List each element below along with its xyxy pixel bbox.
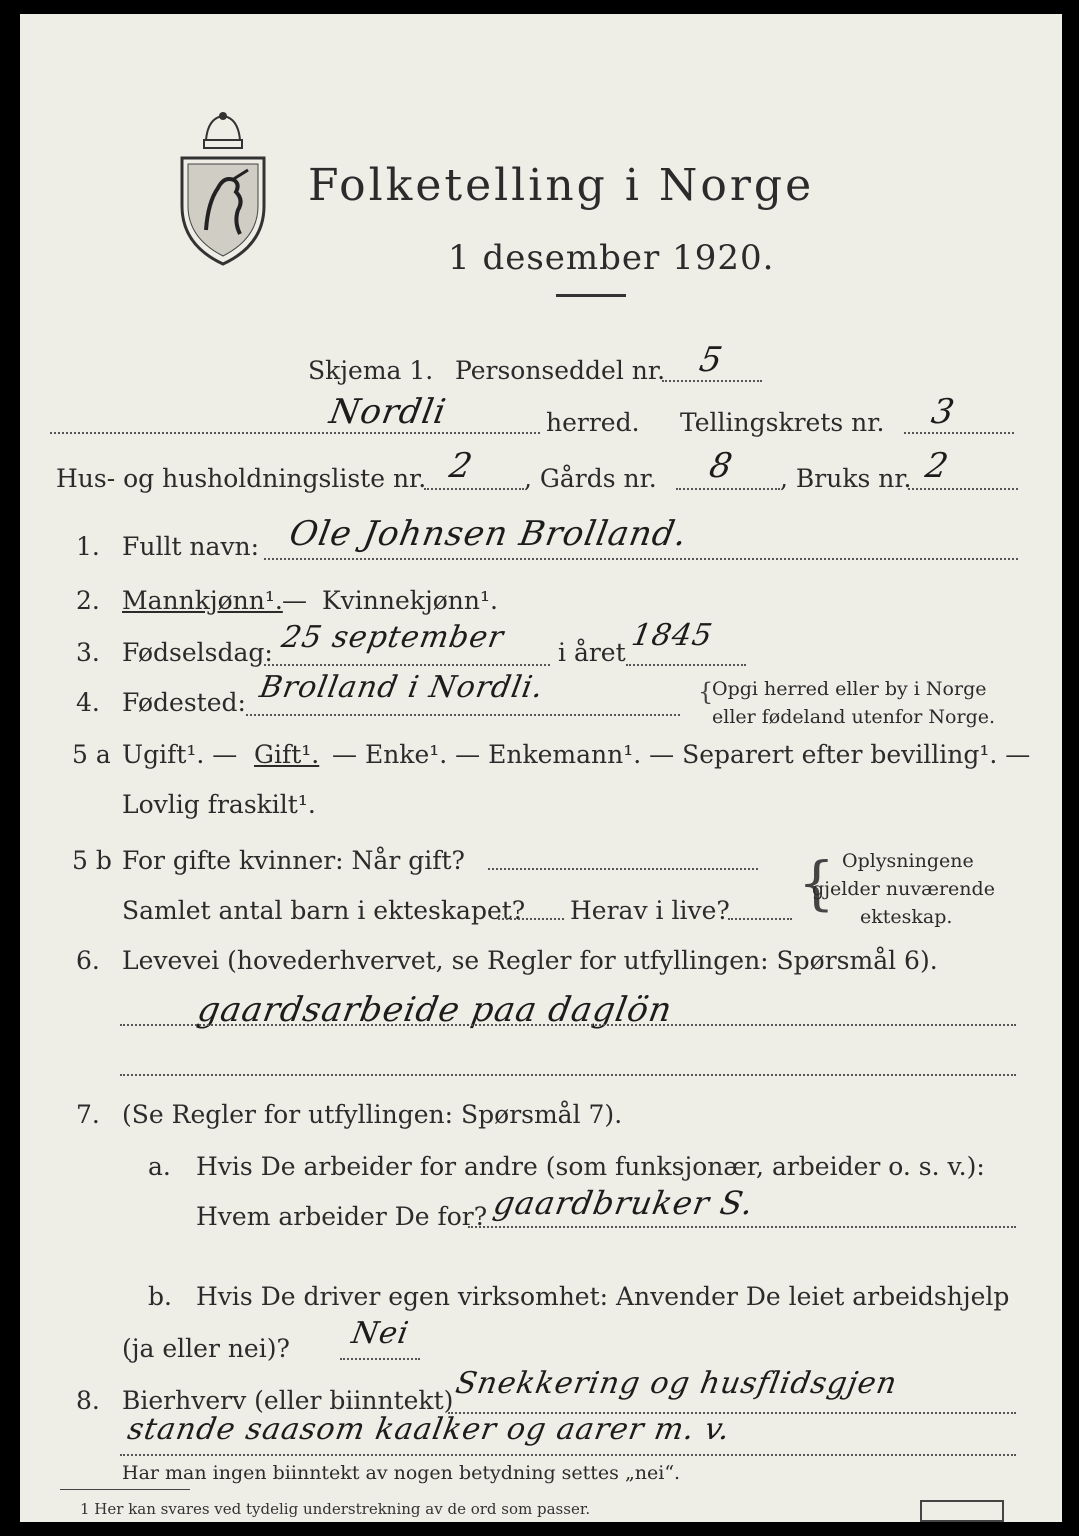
q5b-alive-label: Herav i live? (570, 896, 730, 925)
q3-line (264, 664, 550, 666)
gards-value[interactable]: 8 (706, 446, 737, 486)
skjema-label: Skjema 1. (308, 356, 434, 385)
herred-line (50, 432, 540, 434)
employer-value[interactable]: gaardbruker S. (490, 1184, 757, 1222)
divorced-option[interactable]: Lovlig fraskilt¹. (122, 790, 316, 819)
tellingskrets-line (904, 432, 1014, 434)
q5a-other-options[interactable]: — Enke¹. — Enkemann¹. — Separert efter bevilling¹. — (332, 740, 1031, 769)
q4-brace: { (698, 678, 714, 706)
q2-number: 2. (76, 586, 100, 615)
q7-label: (Se Regler for utfyllingen: Spørsmål 7). (122, 1100, 623, 1129)
hus-line (424, 488, 524, 490)
q7a-line2: Hvem arbeider De for? (196, 1202, 488, 1231)
when-married-field[interactable] (488, 868, 758, 870)
bruks-line (908, 488, 1018, 490)
gards-line (676, 488, 780, 490)
q4-label: Fødested: (122, 688, 246, 717)
tellingskrets-value[interactable]: 3 (928, 392, 959, 432)
q5b-number: 5 b (72, 846, 112, 875)
bruks-value[interactable]: 2 (922, 446, 953, 486)
children-count-field[interactable] (498, 918, 564, 920)
male-option[interactable]: Mannkjønn¹. (122, 586, 283, 615)
q7a-letter: a. (148, 1152, 171, 1181)
q6-label: Levevei (hovederhvervet, se Regler for utfyllingen: Spørsmål 6). (122, 946, 938, 975)
q4-line (246, 714, 680, 716)
q7b-line (340, 1358, 420, 1360)
hired-help-value[interactable]: Nei (348, 1316, 412, 1351)
q7b-line2: (ja eller nei)? (122, 1334, 290, 1363)
occupation-value[interactable]: gaardsarbeide paa daglön (194, 990, 676, 1030)
q5b-children-label: Samlet antal barn i ekteskapet? (122, 896, 526, 925)
footnote-rule (60, 1489, 190, 1490)
q6-line2 (120, 1074, 1016, 1076)
q7-number: 7. (76, 1100, 100, 1129)
gards-label: , Gårds nr. (524, 464, 657, 493)
q1-line (264, 558, 1018, 560)
q5b-note-line3: ekteskap. (860, 906, 953, 928)
q6-number: 6. (76, 946, 100, 975)
q7b-letter: b. (148, 1282, 172, 1311)
birthday-value[interactable]: 25 september (278, 620, 507, 655)
q3-year-line (626, 664, 746, 666)
hus-label: Hus- og husholdningsliste nr. (56, 464, 427, 493)
q8-label: Bierhverv (eller biinntekt) (122, 1386, 454, 1415)
married-option[interactable]: Gift¹. (254, 740, 320, 769)
q7a-line1: Hvis De arbeider for andre (som funksjonær, arbeider o. s. v.): (196, 1152, 985, 1181)
footnote: 1 Her kan svares ved tydelig understrekning av de ord som passer. (80, 1500, 591, 1518)
q4-number: 4. (76, 688, 100, 717)
tellingskrets-label: Tellingskrets nr. (680, 408, 885, 437)
full-name-value[interactable]: Ole Johnsen Brolland. (286, 514, 691, 554)
q8-line2 (120, 1454, 1016, 1456)
q5b-when-married-label: For gifte kvinner: Når gift? (122, 846, 465, 875)
side-income-value1[interactable]: Snekkering og husflidsgjen (452, 1366, 901, 1401)
birthplace-value[interactable]: Brolland i Nordli. (256, 670, 547, 705)
q1-number: 1. (76, 532, 100, 561)
herred-value[interactable]: Nordli (326, 392, 450, 432)
unmarried-option[interactable]: Ugift¹. — (122, 740, 238, 769)
birth-year-value[interactable]: 1845 (628, 618, 716, 653)
q6-line1 (120, 1024, 1016, 1026)
q3-year-label: i året (558, 638, 626, 667)
title-divider (556, 294, 626, 297)
hus-value[interactable]: 2 (446, 446, 477, 486)
bruks-label: , Bruks nr. (780, 464, 912, 493)
q3-label: Fødselsdag: (122, 638, 273, 667)
personseddel-line (662, 380, 762, 382)
q8-note: Har man ingen biinntekt av nogen betydning settes „nei“. (122, 1462, 681, 1484)
q1-label: Fullt navn: (122, 532, 260, 561)
female-option[interactable]: Kvinnekjønn¹. (322, 586, 498, 615)
side-income-value2[interactable]: stande saasom kaalker og aarer m. v. (124, 1412, 734, 1447)
herred-label: herred. (546, 408, 640, 437)
q7a-line (468, 1226, 1016, 1228)
q4-note-line2: eller fødeland utenfor Norge. (712, 706, 996, 728)
q5a-number: 5 a (72, 740, 111, 769)
q3-number: 3. (76, 638, 100, 667)
q4-note-line1: Opgi herred eller by i Norge (712, 678, 987, 700)
printer-stamp (920, 1500, 1004, 1522)
personseddel-value[interactable]: 5 (696, 340, 727, 380)
form-subtitle: 1 desember 1920. (448, 238, 775, 278)
q8-number: 8. (76, 1386, 100, 1415)
q2-separator: — (282, 586, 307, 615)
children-alive-field[interactable] (728, 918, 792, 920)
q5b-brace: { (798, 849, 835, 917)
q5b-note-line2: gjelder nuværende (812, 878, 995, 900)
norway-coat-of-arms-icon (178, 110, 268, 270)
census-form-page (20, 14, 1062, 1522)
form-title: Folketelling i Norge (308, 160, 815, 211)
q5b-note-line1: Oplysningene (842, 850, 974, 872)
personseddel-label: Personseddel nr. (455, 356, 666, 385)
q7b-line1: Hvis De driver egen virksomhet: Anvender De leiet arbeidshjelp (196, 1282, 1010, 1311)
